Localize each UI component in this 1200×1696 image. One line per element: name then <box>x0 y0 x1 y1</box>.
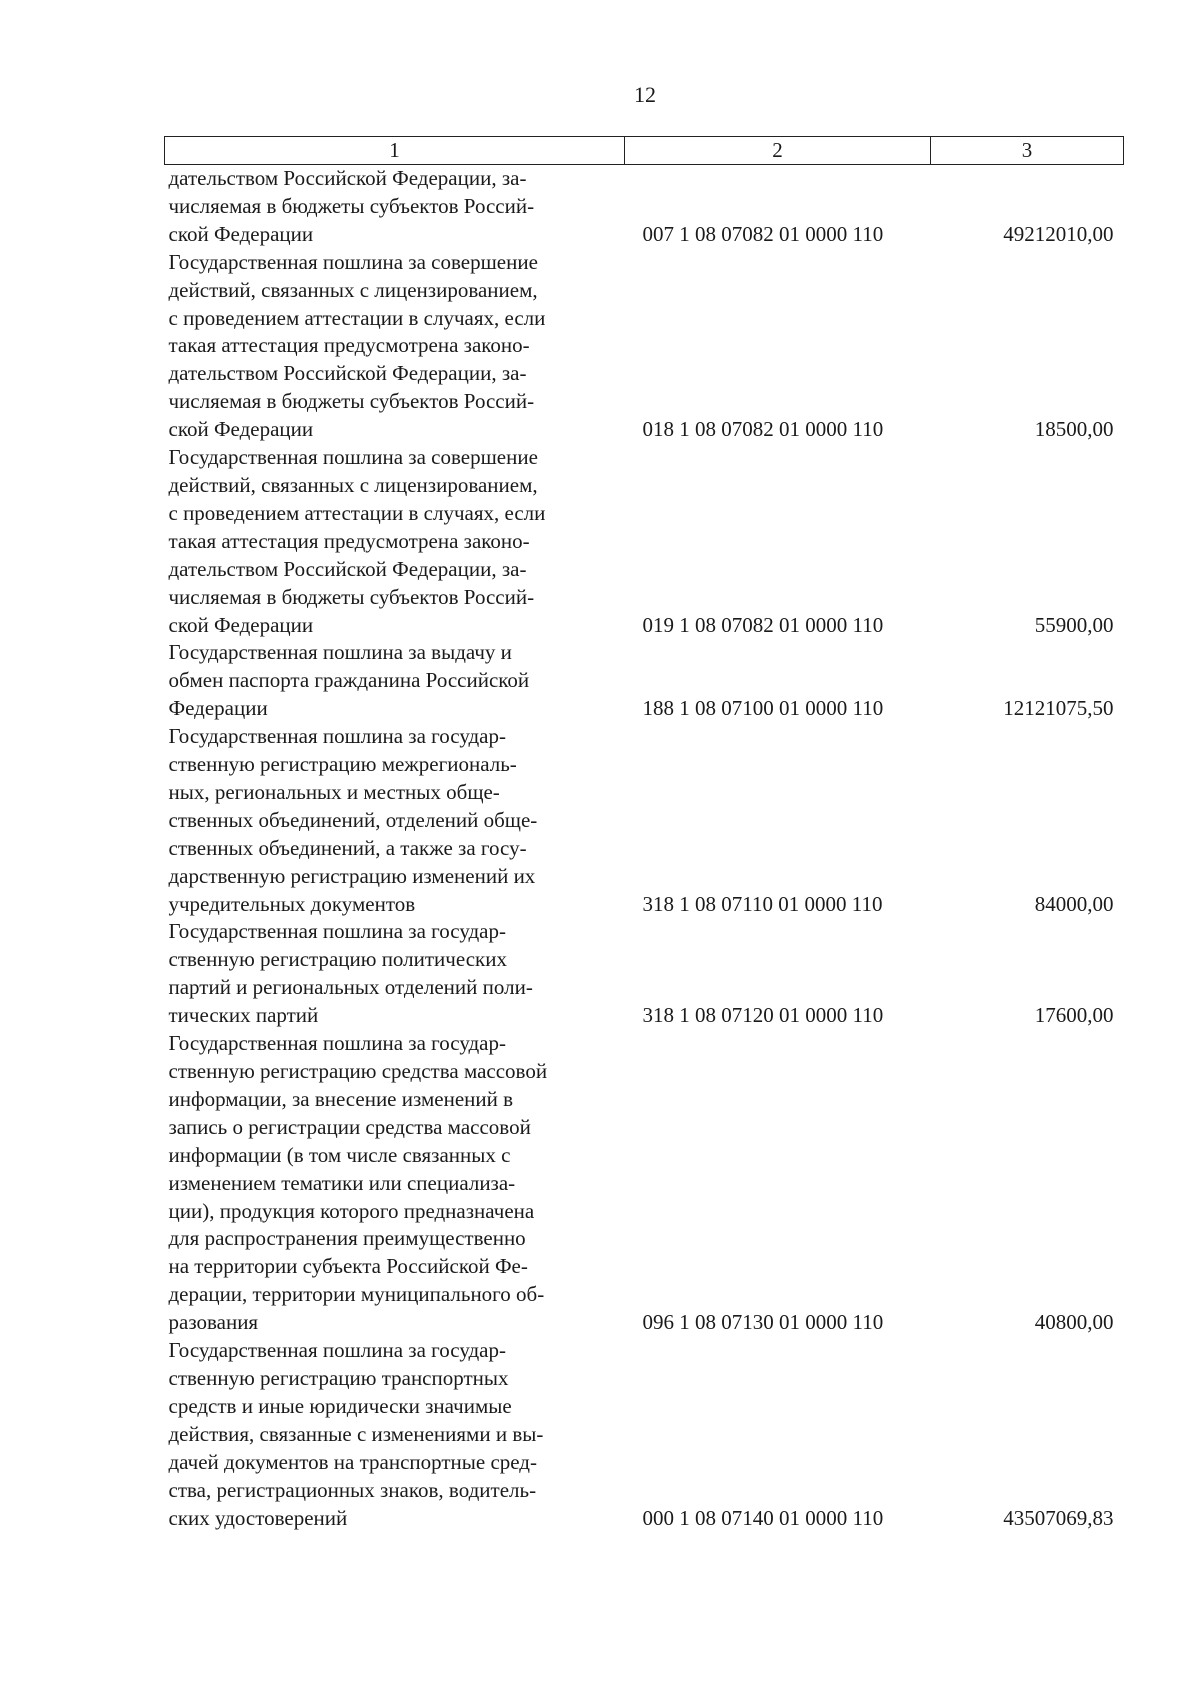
description-line: на территории субъекта Российской Фе- <box>168 1254 528 1279</box>
row-description <box>165 165 625 249</box>
description-line: числяемая в бюджеты субъектов Россий- <box>168 193 535 218</box>
description-line: Государственная пошлина за государ- <box>168 1338 506 1363</box>
description-line: изменением тематики или специализа- <box>168 1170 516 1195</box>
table-row <box>165 249 1124 444</box>
row-code: 019 1 08 07082 01 0000 110 <box>642 612 884 637</box>
row-amount: 18500,00 <box>1034 417 1114 442</box>
description-line: разования <box>168 1310 259 1335</box>
description-line: дательством Российской Федерации, за- <box>168 556 527 581</box>
description-line: ских удостоверений <box>168 1505 348 1530</box>
table-row <box>165 1337 1124 1532</box>
description-line: ции), продукция которого предназначена <box>168 1198 535 1223</box>
description-line: информации, за внесение изменений в <box>168 1086 514 1111</box>
description-line: с проведением аттестации в случаях, если <box>168 305 546 330</box>
description-line: с проведением аттестации в случаях, если <box>168 500 546 525</box>
header-row <box>165 137 1124 165</box>
row-description <box>165 444 625 639</box>
description-line: дачей документов на транспортные сред- <box>168 1449 537 1474</box>
table-row <box>165 639 1124 723</box>
column-header-1: 1 <box>165 137 625 165</box>
description-line: действия, связанные с изменениями и вы- <box>168 1421 544 1446</box>
row-amount: 40800,00 <box>1034 1310 1114 1335</box>
description-line: дерации, территории муниципального об- <box>168 1282 545 1307</box>
description-line: числяемая в бюджеты субъектов Россий- <box>168 389 535 414</box>
description-line: дательством Российской Федерации, за- <box>168 361 527 386</box>
description-line: ственную регистрацию транспортных <box>168 1365 509 1390</box>
description-line: Государственная пошлина за совершение <box>168 445 538 470</box>
row-amount: 12121075,50 <box>1003 696 1114 721</box>
table-row <box>165 1030 1124 1337</box>
description-line: информации (в том числе связанных с <box>168 1142 511 1167</box>
table-row <box>165 165 1124 249</box>
description-line: партий и региональных отделений поли- <box>168 975 533 1000</box>
table-row <box>165 723 1124 918</box>
row-description <box>165 1030 625 1337</box>
table-header <box>165 137 1124 165</box>
table-row <box>165 918 1124 1030</box>
row-description <box>165 723 625 918</box>
column-header-2: 2 <box>625 137 931 165</box>
description-line: такая аттестация предусмотрена законо- <box>168 333 530 358</box>
description-line: ской Федерации <box>168 221 314 246</box>
row-code: 318 1 08 07120 01 0000 110 <box>642 1003 884 1028</box>
description-line: числяемая в бюджеты субъектов Россий- <box>168 584 535 609</box>
description-line: ных, региональных и местных обще- <box>168 779 500 804</box>
row-code: 318 1 08 07110 01 0000 110 <box>642 891 883 916</box>
row-amount: 84000,00 <box>1034 891 1114 916</box>
description-line: дарственную регистрацию изменений их <box>168 863 536 888</box>
description-line: обмен паспорта гражданина Российской <box>168 668 530 693</box>
description-line: такая аттестация предусмотрена законо- <box>168 528 530 553</box>
row-amount: 43507069,83 <box>1003 1505 1114 1530</box>
description-line: ственную регистрацию средства массовой <box>168 1059 548 1083</box>
row-description <box>165 1337 625 1532</box>
row-code: 018 1 08 07082 01 0000 110 <box>642 417 884 442</box>
row-code: 000 1 08 07140 01 0000 110 <box>642 1505 884 1530</box>
row-amount: 49212010,00 <box>1003 221 1114 246</box>
description-line: ственных объединений, а также за госу- <box>168 835 527 860</box>
row-code: 188 1 08 07100 01 0000 110 <box>642 696 884 721</box>
description-line: запись о регистрации средства массовой <box>168 1114 531 1139</box>
description-line: для распространения преимущественно <box>168 1226 526 1251</box>
description-line: действий, связанных с лицензированием, <box>168 472 538 497</box>
description-line: ственных объединений, отделений обще- <box>168 807 538 832</box>
description-line: дательством Российской Федерации, за- <box>168 166 527 190</box>
row-code: 096 1 08 07130 01 0000 110 <box>642 1310 884 1335</box>
row-code: 007 1 08 07082 01 0000 110 <box>642 221 884 246</box>
description-line: учредительных документов <box>168 891 416 916</box>
description-line: Федерации <box>168 696 268 721</box>
budget-table <box>164 136 1124 1532</box>
description-line: тических партий <box>168 1003 319 1028</box>
description-line: ской Федерации <box>168 612 314 637</box>
row-amount: 55900,00 <box>1034 612 1114 637</box>
row-description <box>165 249 625 444</box>
description-line: ства, регистрационных знаков, водитель- <box>168 1477 537 1502</box>
description-line: ственную регистрацию межрегиональ- <box>168 752 517 777</box>
table-body <box>165 165 1124 1533</box>
description-line: Государственная пошлина за совершение <box>168 249 538 274</box>
page-number: 12 <box>634 82 656 107</box>
column-header-3: 3 <box>931 137 1124 165</box>
table-row <box>165 444 1124 639</box>
description-line: Государственная пошлина за государ- <box>168 724 506 749</box>
row-description <box>165 639 625 723</box>
description-line: Государственная пошлина за государ- <box>168 919 506 944</box>
description-line: ской Федерации <box>168 417 314 442</box>
description-line: Государственная пошлина за государ- <box>168 1031 506 1056</box>
description-line: действий, связанных с лицензированием, <box>168 277 538 302</box>
description-line: средств и иные юридически значимые <box>168 1393 512 1418</box>
row-description <box>165 918 625 1030</box>
description-line: Государственная пошлина за выдачу и <box>168 640 512 665</box>
row-amount: 17600,00 <box>1034 1003 1114 1028</box>
description-line: ственную регистрацию политических <box>168 947 507 972</box>
